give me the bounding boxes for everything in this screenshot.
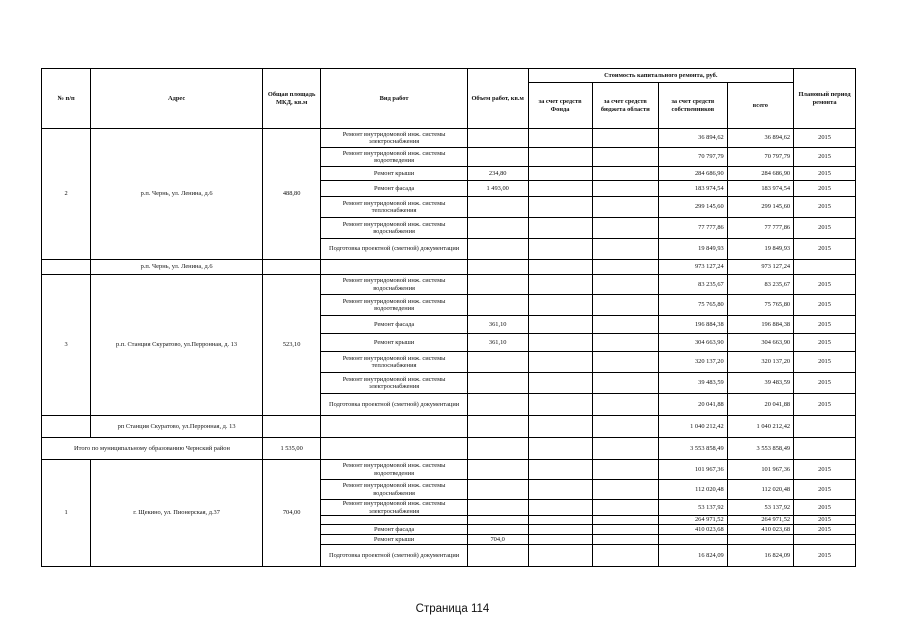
municipal-total-owners: 3 553 858,49 [659,438,728,460]
row-work: Ремонт крыши [321,535,468,545]
row-year: 2015 [794,148,856,167]
subtotal-label: р.п. Чернь, ул. Ленина, д.6 [91,260,263,275]
row-volume: 361,10 [467,316,528,334]
row-volume [467,480,528,500]
row-total: 77 777,86 [727,218,793,239]
row-work: Ремонт внутридомовой инж. системы водоотведения [321,148,468,167]
table-row [42,275,856,295]
row-year: 2015 [794,129,856,148]
row-owners: 183 974,54 [659,181,728,197]
row-total: 36 894,62 [727,129,793,148]
row-year: 2015 [794,181,856,197]
table-row [42,460,856,480]
row-work: Ремонт внутридомовой инж. системы водоотведения [321,460,468,480]
col-fund-header: за счет средств Фонда [528,83,592,129]
row-volume: 704,0 [467,535,528,545]
row-work: Подготовка проектной (сметной) документации [321,239,468,260]
row-year: 2015 [794,516,856,525]
row-owners: 19 849,93 [659,239,728,260]
row-owners: 101 967,36 [659,460,728,480]
row-work: Ремонт внутридомовой инж. системы водоотведения [321,295,468,316]
row-volume [467,500,528,516]
row-year: 2015 [794,295,856,316]
row-volume [467,394,528,416]
row-total: 53 137,92 [727,500,793,516]
row-area: 488,80 [262,129,320,260]
row-total: 410 023,68 [727,525,793,535]
row-year: 2015 [794,500,856,516]
municipal-total-label: Итого по муниципальному образованию Чернский район [42,438,263,460]
row-volume [467,516,528,525]
row-owners: 83 235,67 [659,275,728,295]
row-total: 39 483,59 [727,373,793,394]
capital-repair-table [41,68,856,567]
subtotal-label: рп Станция Скуратово, ул.Перронная, д. 13 [91,416,263,438]
municipal-total-row [42,438,856,460]
row-total: 284 686,90 [727,167,793,181]
col-area-header: Общая площадь МКД, кв.м [262,69,320,129]
subtotal-total: 1 040 212,42 [727,416,793,438]
row-volume [467,129,528,148]
col-address-header: Адрес [91,69,263,129]
row-year: 2015 [794,394,856,416]
row-owners: 284 686,90 [659,167,728,181]
row-year: 2015 [794,480,856,500]
row-year: 2015 [794,197,856,218]
row-work: Ремонт внутридомовой инж. системы водоснабжения [321,275,468,295]
row-total: 320 137,20 [727,352,793,373]
row-year: 2015 [794,239,856,260]
row-year: 2015 [794,334,856,352]
row-total: 183 974,54 [727,181,793,197]
row-work: Ремонт крыши [321,167,468,181]
row-total: 83 235,67 [727,275,793,295]
row-owners: 39 483,59 [659,373,728,394]
row-total: 70 797,79 [727,148,793,167]
col-period-header: Плановый период ремонта [794,69,856,129]
row-owners: 77 777,86 [659,218,728,239]
row-total: 304 663,90 [727,334,793,352]
col-total-header: всего [727,83,793,129]
col-work-header: Вид работ [321,69,468,129]
row-work: Ремонт внутридомовой инж. системы электроснабжения [321,500,468,516]
row-volume [467,545,528,567]
row-work: Подготовка проектной (сметной) документации [321,545,468,567]
municipal-total-total: 3 553 858,49 [727,438,793,460]
row-work: Ремонт внутридомовой инж. системы электроснабжения [321,373,468,394]
row-year: 2015 [794,275,856,295]
row-total: 75 765,80 [727,295,793,316]
row-work: Ремонт внутридомовой инж. системы водоснабжения [321,218,468,239]
row-year: 2015 [794,373,856,394]
row-owners: 264 971,52 [659,516,728,525]
col-owners-header: за счет средств собственников [659,83,728,129]
row-volume: 234,80 [467,167,528,181]
row-owners: 112 020,48 [659,480,728,500]
subtotal-owners: 973 127,24 [659,260,728,275]
row-owners: 36 894,62 [659,129,728,148]
row-volume [467,239,528,260]
row-owners: 75 765,80 [659,295,728,316]
col-budget-header: за счет средств бюджета области [592,83,658,129]
col-volume-header: Объем работ, кв.м [467,69,528,129]
row-address: р.п. Чернь, ул. Ленина, д.6 [91,129,263,260]
row-volume [467,352,528,373]
row-work: Ремонт фасада [321,181,468,197]
row-owners [659,535,728,545]
col-cost-group-header: Стоимость капитального ремонта, руб. [528,69,794,83]
row-year: 2015 [794,218,856,239]
row-work: Ремонт фасада [321,316,468,334]
row-volume [467,148,528,167]
row-year: 2015 [794,460,856,480]
row-total: 16 824,09 [727,545,793,567]
row-work: Ремонт внутридомовой инж. системы теплоснабжения [321,352,468,373]
row-volume: 361,10 [467,334,528,352]
row-area: 523,10 [262,275,320,416]
row-owners: 53 137,92 [659,500,728,516]
subtotal-row [42,416,856,438]
row-num: 3 [42,275,91,416]
row-year: 2015 [794,316,856,334]
row-work: Ремонт внутридомовой инж. системы электроснабжения [321,129,468,148]
row-owners: 304 663,90 [659,334,728,352]
row-work: Ремонт внутридомовой инж. системы водоснабжения [321,480,468,500]
row-volume [467,295,528,316]
row-work [321,516,468,525]
row-work: Подготовка проектной (сметной) документации [321,394,468,416]
row-address: г. Щекино, ул. Пионерская, д.37 [91,460,263,567]
row-total: 299 145,60 [727,197,793,218]
row-owners: 196 884,38 [659,316,728,334]
row-total: 20 041,88 [727,394,793,416]
row-total [727,535,793,545]
row-owners: 70 797,79 [659,148,728,167]
row-address: р.п. Станция Скуратово, ул.Перронная, д. 13 [91,275,263,416]
row-volume [467,525,528,535]
row-total: 264 971,52 [727,516,793,525]
row-work: Ремонт крыши [321,334,468,352]
row-num: 2 [42,129,91,260]
row-owners: 320 137,20 [659,352,728,373]
row-num: 1 [42,460,91,567]
row-owners: 20 041,88 [659,394,728,416]
row-year: 2015 [794,545,856,567]
row-owners: 16 824,09 [659,545,728,567]
row-total: 112 020,48 [727,480,793,500]
row-owners: 410 023,68 [659,525,728,535]
row-volume [467,218,528,239]
row-volume [467,197,528,218]
subtotal-row [42,260,856,275]
row-year [794,535,856,545]
row-work: Ремонт внутридомовой инж. системы теплоснабжения [321,197,468,218]
row-year: 2015 [794,525,856,535]
col-num-header: № п/п [42,69,91,129]
row-year: 2015 [794,167,856,181]
row-area: 704,00 [262,460,320,567]
row-total: 19 849,93 [727,239,793,260]
table-row [42,129,856,148]
row-year: 2015 [794,352,856,373]
row-volume [467,373,528,394]
municipal-total-area: 1 535,00 [262,438,320,460]
row-work: Ремонт фасада [321,525,468,535]
row-volume [467,275,528,295]
row-volume [467,460,528,480]
row-total: 101 967,36 [727,460,793,480]
row-owners: 299 145,60 [659,197,728,218]
subtotal-total: 973 127,24 [727,260,793,275]
row-volume: 1 493,00 [467,181,528,197]
row-total: 196 884,38 [727,316,793,334]
subtotal-owners: 1 040 212,42 [659,416,728,438]
page-number: Страница 114 [415,603,490,615]
